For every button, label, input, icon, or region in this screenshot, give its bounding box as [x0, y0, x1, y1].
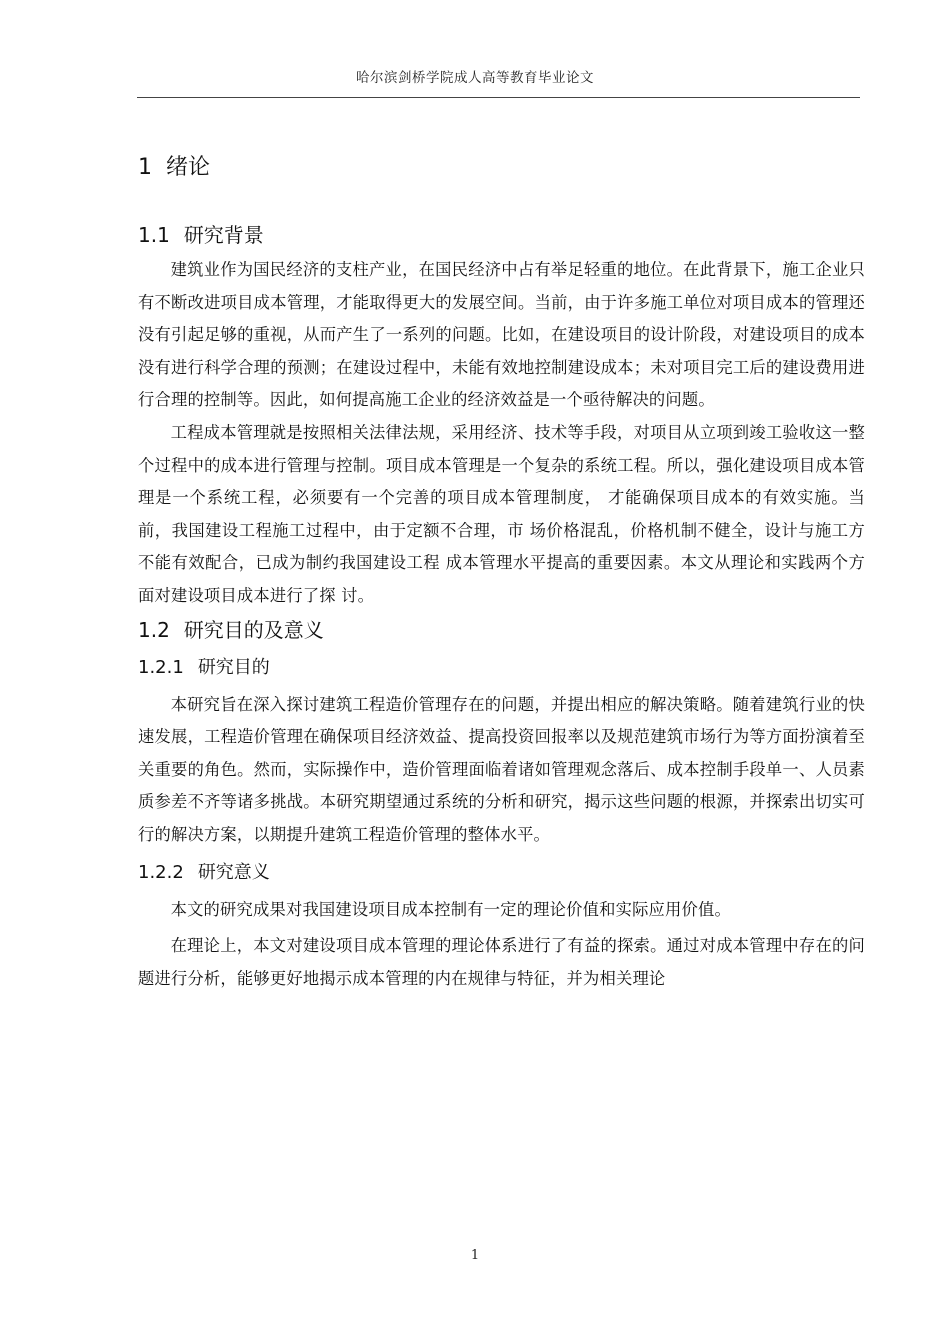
running-header: 哈尔滨剑桥学院成人高等教育毕业论文 [356, 70, 594, 86]
subsection-title: 研究目的 [197, 656, 270, 678]
subsection-heading-1-2-2 [138, 856, 865, 890]
subsection-title: 研究意义 [197, 861, 270, 883]
paragraph: 本研究旨在深入探讨建筑工程造价管理存在的问题，并提出相应的解决策略。随着建筑行业的快速发展，工程造价管理在确保项目经济效益、提高投资回报率以及规范建筑市场行为等方面扮演着至关重要的角色。然而，实际操作中，造价管理面临着诸如管理观念落后、成本控制手段单一、人员素质参差不齐等诸多挑战。本研究期望通过系统的分析和研究，揭示这些问题的根源，并探索出切实可行的解决方案，以期提升建筑工程造价管理的整体水平。 [138, 694, 865, 844]
paragraph: 本文的研究成果对我国建设项目成本控制有一定的理论价值和实际应用价值。 [170, 899, 731, 919]
subsection-number: 1.2.2 [138, 861, 184, 883]
chapter-heading [138, 148, 865, 188]
page-number: 1 [470, 1248, 480, 1263]
section-number: 1.1 [138, 223, 170, 247]
section-title: 研究目的及意义 [183, 617, 324, 642]
page-body [138, 148, 865, 995]
paragraph: 建筑业作为国民经济的支柱产业，在国民经济中占有举足轻重的地位。在此背景下，施工企业只有不断改进项目成本管理，才能取得更大的发展空间。当前，由于许多施工单位对项目成本的管理还没有引起足够的重视，从而产生了一系列的问题。比如，在建设项目的设计阶段，对建设项目的成本没有进行科学合理的预测；在建设过程中，未能有效地控制建设成本；未对项目完工后的建设费用进行合理的控制等。因此，如何提高施工企业的经济效益是一个亟待解决的问题。 [138, 260, 865, 410]
section-number: 1.2 [138, 617, 170, 642]
header-rule [137, 97, 860, 98]
paragraph: 在理论上，本文对建设项目成本管理的理论体系进行了有益的探索。通过对成本管理中存在的问题进行分析，能够更好地揭示成本管理的内在规律与特征，并为相关理论 [138, 936, 865, 988]
subsection-heading-1-2-1 [138, 651, 865, 685]
chapter-number: 1 [138, 155, 152, 180]
paragraph: 工程成本管理就是按照相关法律法规，采用经济、技术等手段，对项目从立项到竣工验收这一整个过程中的成本进行管理与控制。项目成本管理是一个复杂的系统工程。所以，强化建设项目成本管理是一个系统工程，必须要有一个完善的项目成本管理制度， 才能确保项目成本的有效实施。当前，我国建设工程施工过程中，由于定额不合理，市 场价格混乱，价格机制不健全，设计与施工方不能有效配合，已成为制约我国建设工程 成本管理水平提高的重要因素。本文从理论和实践两个方面对建设项目成本进行了探 讨。 [138, 422, 865, 605]
section-heading-1-2 [138, 613, 865, 647]
chapter-title: 绪论 [166, 155, 211, 180]
section-heading-1-1 [138, 218, 865, 252]
section-title: 研究背景 [183, 223, 264, 247]
subsection-number: 1.2.1 [138, 656, 184, 678]
